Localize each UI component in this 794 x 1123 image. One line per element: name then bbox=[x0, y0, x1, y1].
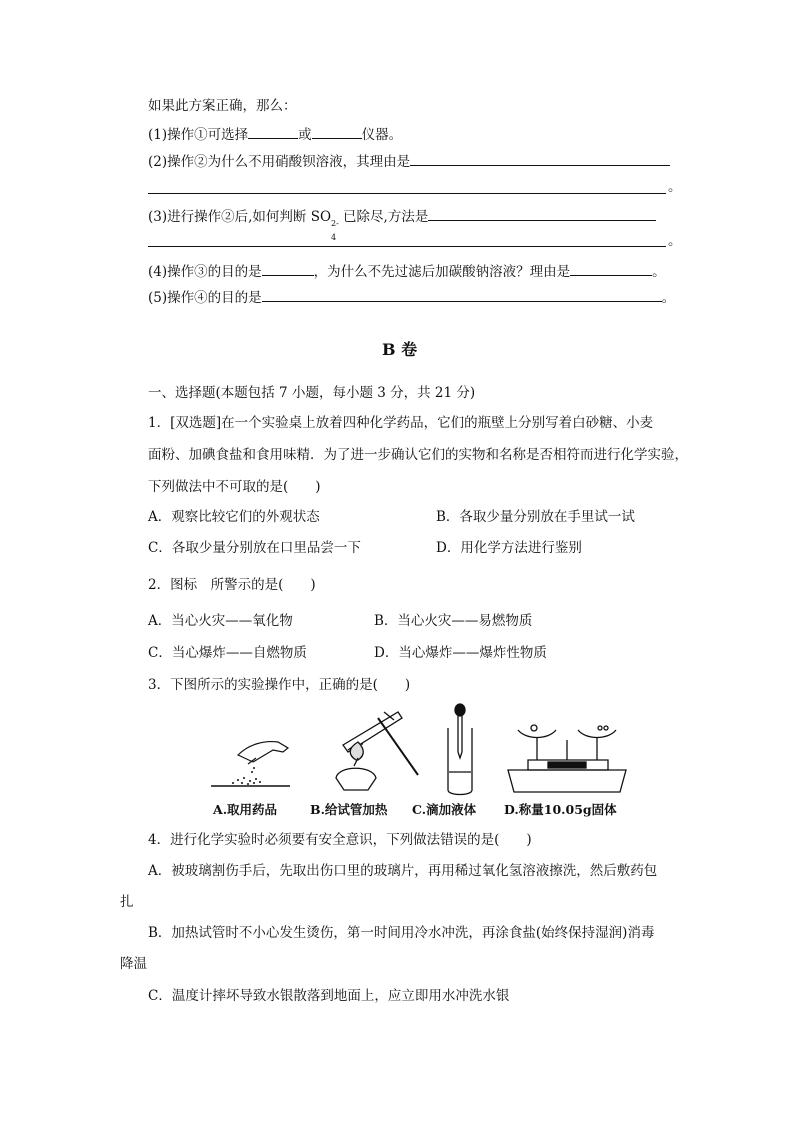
balance-scale-illustration bbox=[508, 725, 626, 792]
b-q4: 4．进行化学实验时必须要有安全意识，下列做法错误的是( ) bbox=[148, 832, 532, 848]
section-title: B 卷 bbox=[382, 340, 418, 359]
q5-text: (5)操作④的目的是 bbox=[148, 290, 262, 306]
q3-text-a: (3)进行操作②后,如何判断 SO bbox=[148, 209, 332, 225]
heating-test-tube-illustration bbox=[336, 712, 418, 790]
q2-text: (2)操作②为什么不用硝酸钡溶液，其理由是 bbox=[148, 154, 411, 170]
dropping-liquid-illustration bbox=[448, 704, 472, 795]
q3-subscript: 4 bbox=[331, 233, 337, 242]
q4-text-a: (4)操作③的目的是 bbox=[148, 264, 262, 280]
answer-blank[interactable] bbox=[570, 261, 652, 276]
question-2 bbox=[148, 151, 670, 171]
b-q4-option-b-line2[interactable]: 降温 bbox=[120, 956, 147, 972]
b-q2: 2．图标 所警示的是( ) bbox=[148, 577, 316, 593]
b-q1-line1: 1．[双选题]在一个实验桌上放着四种化学药品，它们的瓶壁上分别写着白砂糖、小麦 bbox=[148, 415, 654, 431]
question-1 bbox=[148, 124, 402, 144]
section-heading: 一、选择题(本题包括 7 小题，每小题 3 分，共 21 分) bbox=[148, 385, 476, 401]
b-q4-option-b-line1[interactable]: B．加热试管时不小心发生烫伤，第一时间用冷水冲洗，再涂食盐(始终保持湿润)消毒 bbox=[148, 925, 655, 941]
b-q2-option-a[interactable]: A．当心火灾——氧化物 bbox=[148, 613, 293, 629]
b-q1-option-c[interactable]: C．各取少量分别放在口里品尝一下 bbox=[148, 540, 361, 556]
figure-caption-b[interactable]: B.给试管加热 bbox=[310, 802, 388, 817]
question-4 bbox=[148, 261, 666, 281]
b-q1-line2: 面粉、加碘食盐和食用味精．为了进一步确认它们的实物和名称是否相符而进行化学实验， bbox=[148, 447, 688, 463]
period: 。 bbox=[652, 264, 666, 280]
answer-blank[interactable] bbox=[312, 124, 362, 139]
q3-superscript: 2- bbox=[331, 219, 339, 228]
q1-text-b: 或 bbox=[298, 127, 312, 143]
intro-text: 如果此方案正确，那么： bbox=[148, 98, 297, 114]
q4-text-b: ，为什么不先过滤后加碳酸钠溶液？理由是 bbox=[313, 264, 571, 280]
b-q4-option-a-line2[interactable]: 扎 bbox=[120, 894, 134, 910]
take-reagent-illustration bbox=[211, 742, 290, 786]
b-q2-option-c[interactable]: C．当心爆炸——自燃物质 bbox=[148, 645, 307, 661]
q3-text-c: 已除尽,方法是 bbox=[343, 209, 429, 225]
b-q1-option-a[interactable]: A．观察比较它们的外观状态 bbox=[148, 509, 320, 525]
period: 。 bbox=[661, 290, 676, 306]
period: 。 bbox=[668, 233, 682, 249]
b-q4-option-c[interactable]: C．温度计摔坏导致水银散落到地面上，应立即用水冲洗水银 bbox=[148, 988, 510, 1004]
b-q1-option-d[interactable]: D．用化学方法进行鉴别 bbox=[436, 540, 582, 556]
b-q1-line3: 下列做法中不可取的是( ) bbox=[148, 479, 321, 495]
figure-caption-d[interactable]: D.称量10.05g固体 bbox=[504, 802, 617, 817]
q1-text-c: 仪器。 bbox=[361, 127, 403, 143]
answer-line[interactable] bbox=[148, 193, 666, 194]
figure-caption-c[interactable]: C.滴加液体 bbox=[412, 802, 477, 817]
q1-text-a: (1)操作①可选择 bbox=[148, 127, 249, 143]
b-q2-option-b[interactable]: B．当心火灾——易燃物质 bbox=[374, 613, 533, 629]
answer-blank[interactable] bbox=[428, 206, 656, 221]
answer-blank[interactable] bbox=[262, 287, 662, 302]
figure-caption-a[interactable]: A.取用药品 bbox=[213, 802, 278, 817]
question-5 bbox=[148, 287, 675, 307]
b-q4-option-a-line1[interactable]: A．被玻璃割伤手后，先取出伤口里的玻璃片，再用稀过氧化氢溶液擦洗，然后敷药包 bbox=[148, 863, 658, 879]
answer-blank[interactable] bbox=[410, 151, 670, 166]
b-q2-option-d[interactable]: D．当心爆炸——爆炸性物质 bbox=[374, 645, 547, 661]
period: 。 bbox=[668, 179, 682, 195]
answer-blank[interactable] bbox=[262, 261, 314, 276]
b-q1-option-b[interactable]: B．各取少量分别放在手里试一试 bbox=[436, 509, 635, 525]
answer-line[interactable] bbox=[148, 246, 666, 247]
answer-blank[interactable] bbox=[248, 124, 298, 139]
b-q3: 3．下图所示的实验操作中，正确的是( ) bbox=[148, 677, 411, 693]
question-3 bbox=[148, 206, 656, 242]
